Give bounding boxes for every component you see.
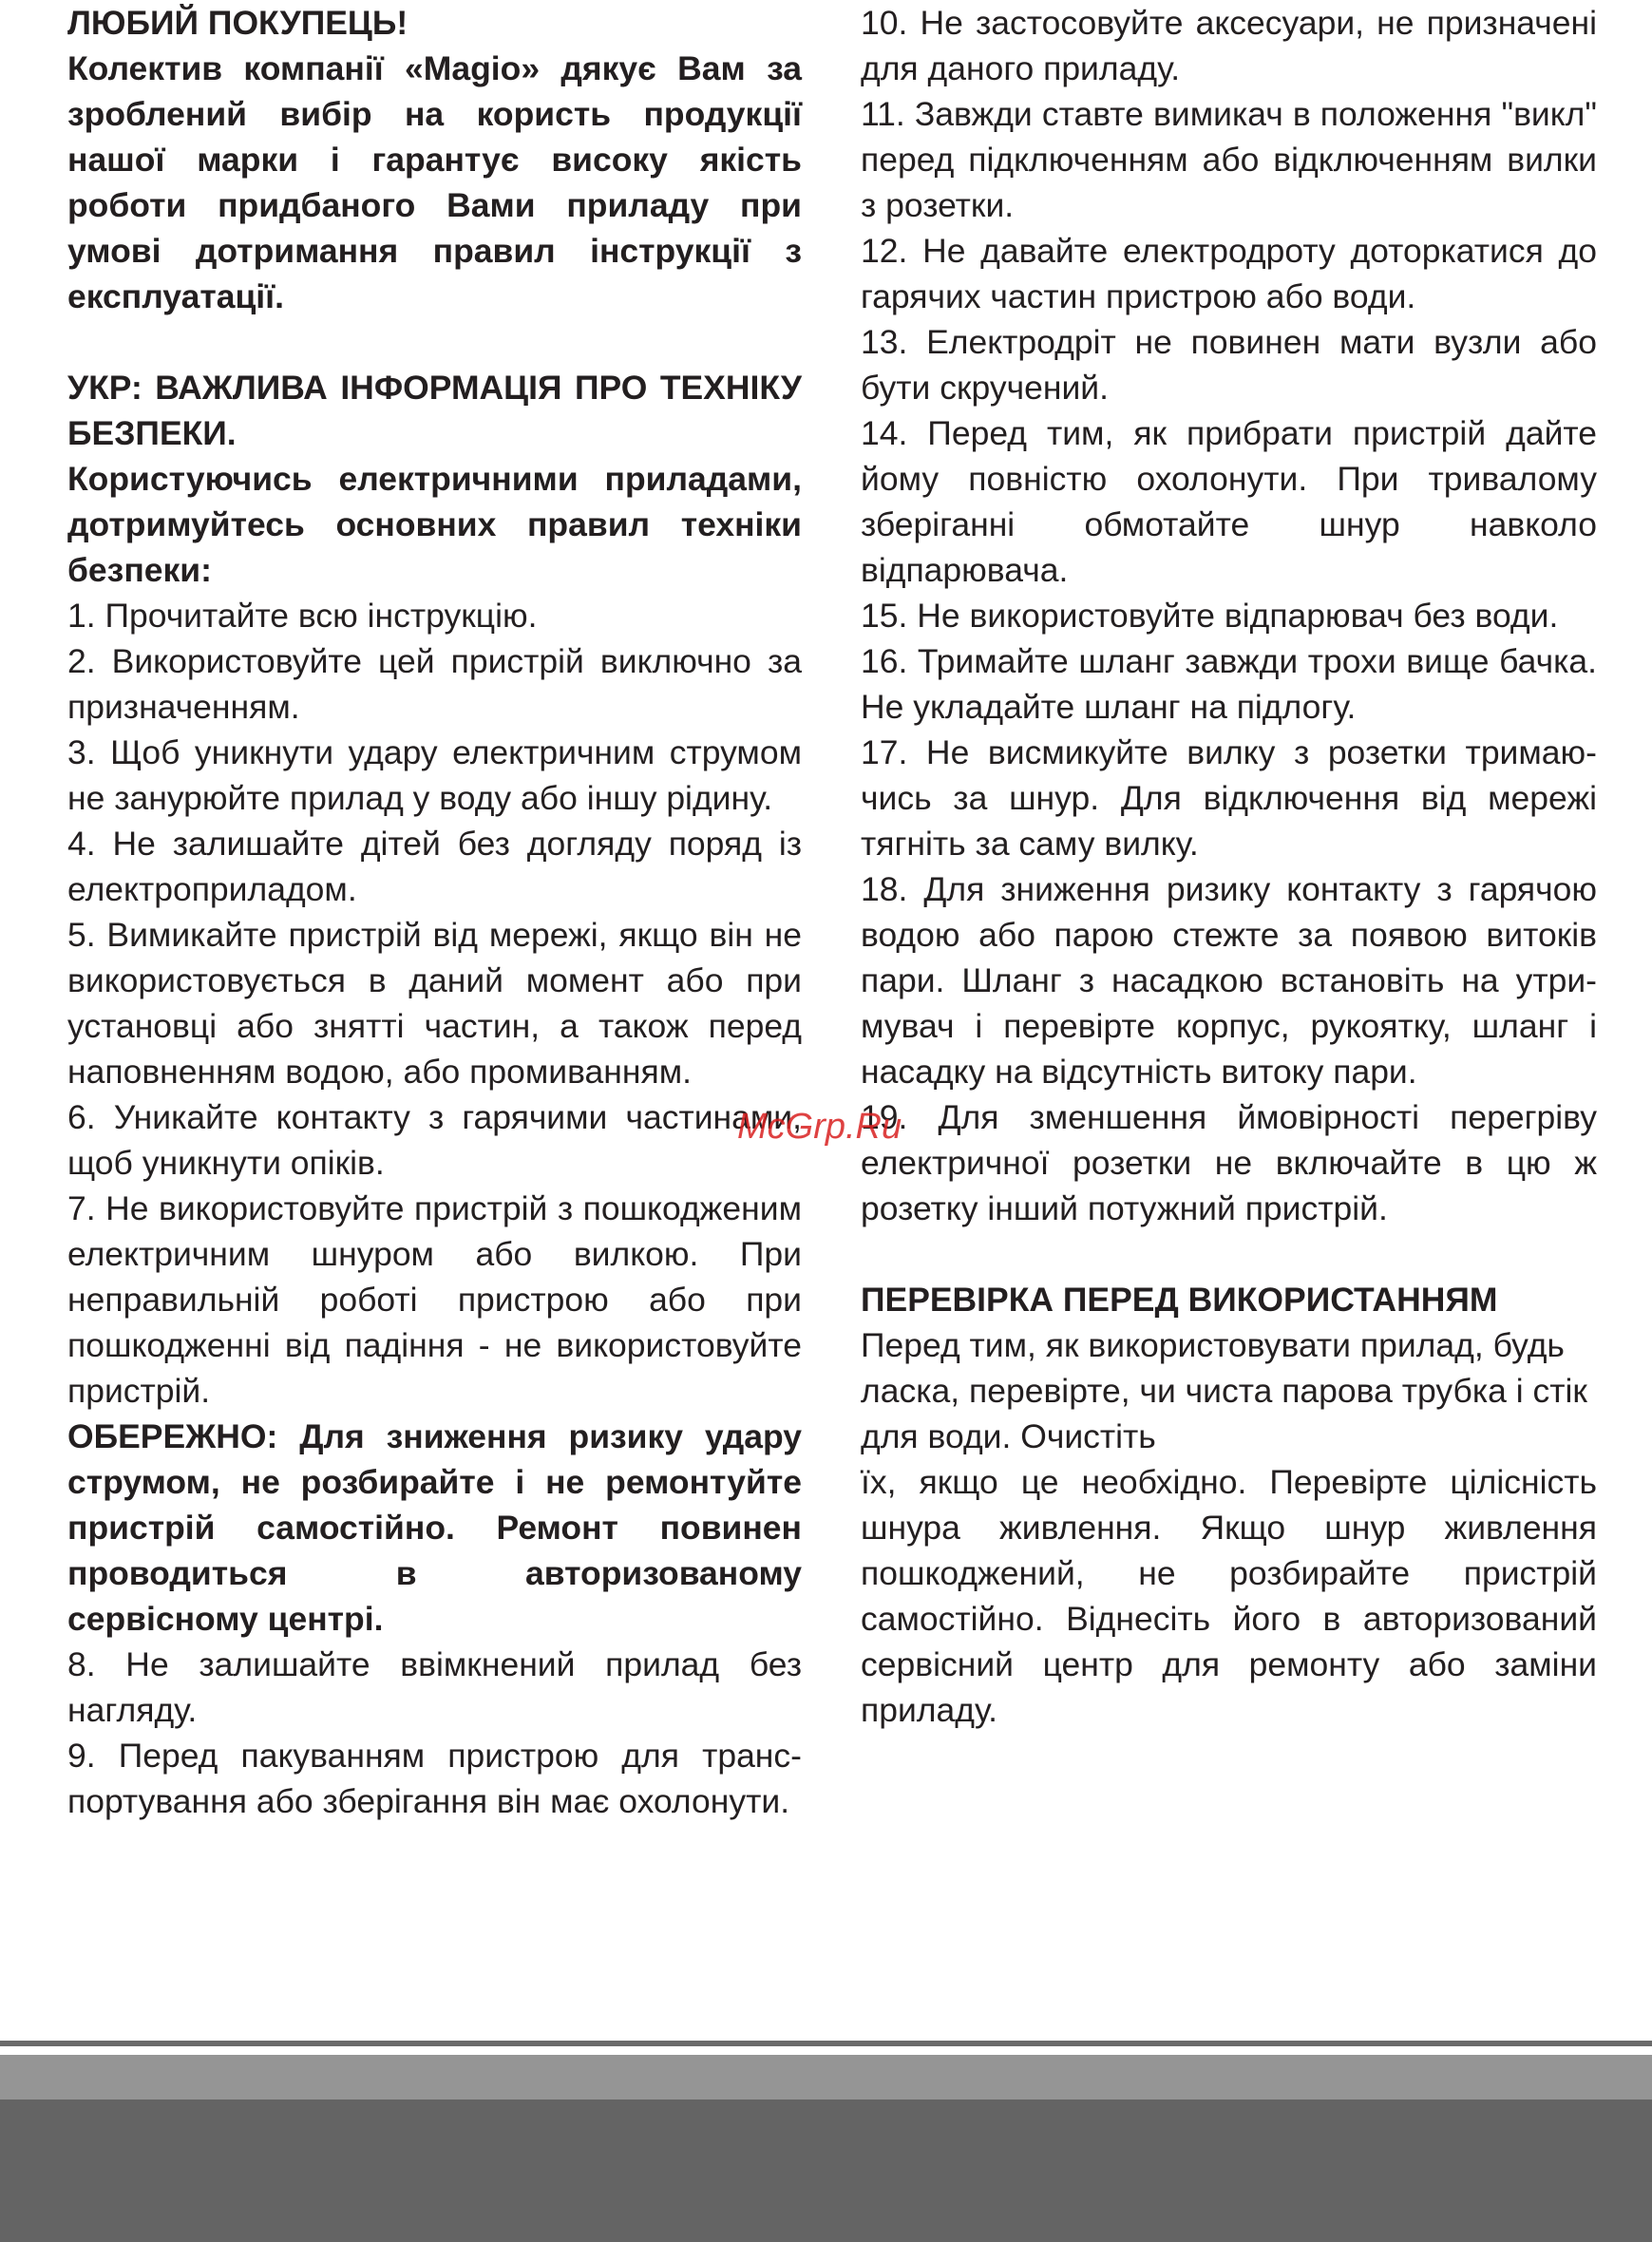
caution-paragraph: ОБЕРЕЖНО: Для зниження ризику удару струмом, не розбирайте і не ремонтуйте пристрій самостійно. Ремонт повинен проводиться в авторизованому сервісному центрі. bbox=[67, 1417, 802, 1638]
safety-item: 3. Щоб уникнути удару електричним струмом не занурюйте прилад у воду або іншу рідину. bbox=[67, 733, 802, 817]
safety-item: 12. Не давайте електродроту доторкатися до гарячих частин пристрою або води. bbox=[861, 232, 1597, 315]
check-paragraph: їх, якщо це необхідно. Перевірте цілісність шнура живлення. Якщо шнур живлення пошкоджений, не розбирайте пристрій самостійно. Віднесіть його в авторизований сервісний центр для ремонту або заміни приладу. bbox=[861, 1463, 1597, 1729]
footer-divider bbox=[0, 2041, 1652, 2046]
safety-item: 18. Для зниження ризику контакту з гарячою водою або парою стежте за появою витоків пари. Шланг з насадкою встановіть на утримувач і перевірте корпус, рукоятку, шланг і насадку на відсутність витоку пари. bbox=[861, 870, 1597, 1091]
safety-item: 16. Тримайте шланг завжди трохи вище бачка. Не укладайте шланг на підлогу. bbox=[861, 642, 1597, 726]
safety-heading: УКР: ВАЖЛИВА ІНФОРМАЦІЯ ПРО ТЕХНІКУ БЕЗПЕКИ. bbox=[67, 369, 802, 452]
safety-item: 14. Перед тим, як прибрати пристрій дайте йому повністю охолонути. При тривалому зберіганні обмотайте шнур навколо відпарювача. bbox=[861, 414, 1597, 589]
check-paragraph: Перед тим, як використовувати прилад, будь ласка, перевірте, чи чиста парова трубка і стік для води. Очистіть bbox=[861, 1326, 1587, 1455]
safety-item: 4. Не залишайте дітей без догляду поряд із електроприладом. bbox=[67, 825, 802, 908]
right-column bbox=[861, 0, 1597, 1733]
spacer bbox=[861, 1231, 1597, 1277]
safety-item: 6. Уникайте контакту з гарячими частинами, щоб уникнути опіків. bbox=[67, 1098, 802, 1182]
safety-item: 10. Не застосовуйте аксесуари, не призначені для даного приладу. bbox=[861, 4, 1597, 87]
safety-item: 17. Не висмикуйте вилку з розетки тримаючись за шнур. Для відключення від мережі тягніть за саму вилку. bbox=[861, 733, 1597, 863]
safety-intro: Користуючись електричними приладами, дотримуйтесь основних правил техніки безпеки: bbox=[67, 460, 802, 589]
safety-item: 11. Завжди ставте вимикач в положення "викл" перед підключенням або відключенням вилки з розетки. bbox=[861, 95, 1597, 224]
safety-item: 8. Не залишайте ввімкнений прилад без нагляду. bbox=[67, 1645, 802, 1729]
left-column bbox=[67, 0, 802, 1824]
footer-band-light bbox=[0, 2055, 1652, 2100]
safety-item: 15. Не використовуйте відпарювач без води. bbox=[861, 597, 1559, 635]
safety-item: 13. Електродріт не повинен мати вузли або бути скручений. bbox=[861, 323, 1597, 407]
intro-paragraph: Колектив компанії «Magio» дякує Вам за зроблений вибір на користь продукції нашої марки і гарантує високу якість роботи придбаного Вами приладу при умові дотримання правил інструкції з експлуатації. bbox=[67, 49, 802, 315]
check-heading: ПЕРЕВІРКА ПЕРЕД ВИКОРИСТАННЯМ bbox=[861, 1281, 1498, 1319]
safety-item: 1. Прочитайте всю інструкцію. bbox=[67, 597, 538, 635]
safety-item: 9. Перед пакуванням пристрою для транспортування або зберігання він має охолонути. bbox=[67, 1737, 802, 1820]
safety-item: 7. Не використовуйте пристрій з пошкодженим електричним шнуром або вилкою. При неправильній роботі пристрою або при пошкодженні від падіння - не використовуйте пристрій. bbox=[67, 1189, 802, 1410]
greeting-heading: ЛЮБИЙ ПОКУПЕЦЬ! bbox=[67, 4, 408, 42]
spacer bbox=[67, 319, 802, 365]
safety-item: 19. Для зменшення ймовірності перегріву електричної розетки не включайте в цю ж розетку інший потужний пристрій. bbox=[861, 1098, 1597, 1227]
safety-item: 5. Вимикайте пристрій від мережі, якщо він не використовується в даний момент або при установці або знятті частин, а також перед наповненням водою, або промиванням. bbox=[67, 916, 802, 1091]
watermark: McGrp.Ru bbox=[737, 1107, 902, 1147]
footer-band-dark bbox=[0, 2100, 1652, 2242]
safety-item: 2. Використовуйте цей пристрій виключно за призначенням. bbox=[67, 642, 802, 726]
